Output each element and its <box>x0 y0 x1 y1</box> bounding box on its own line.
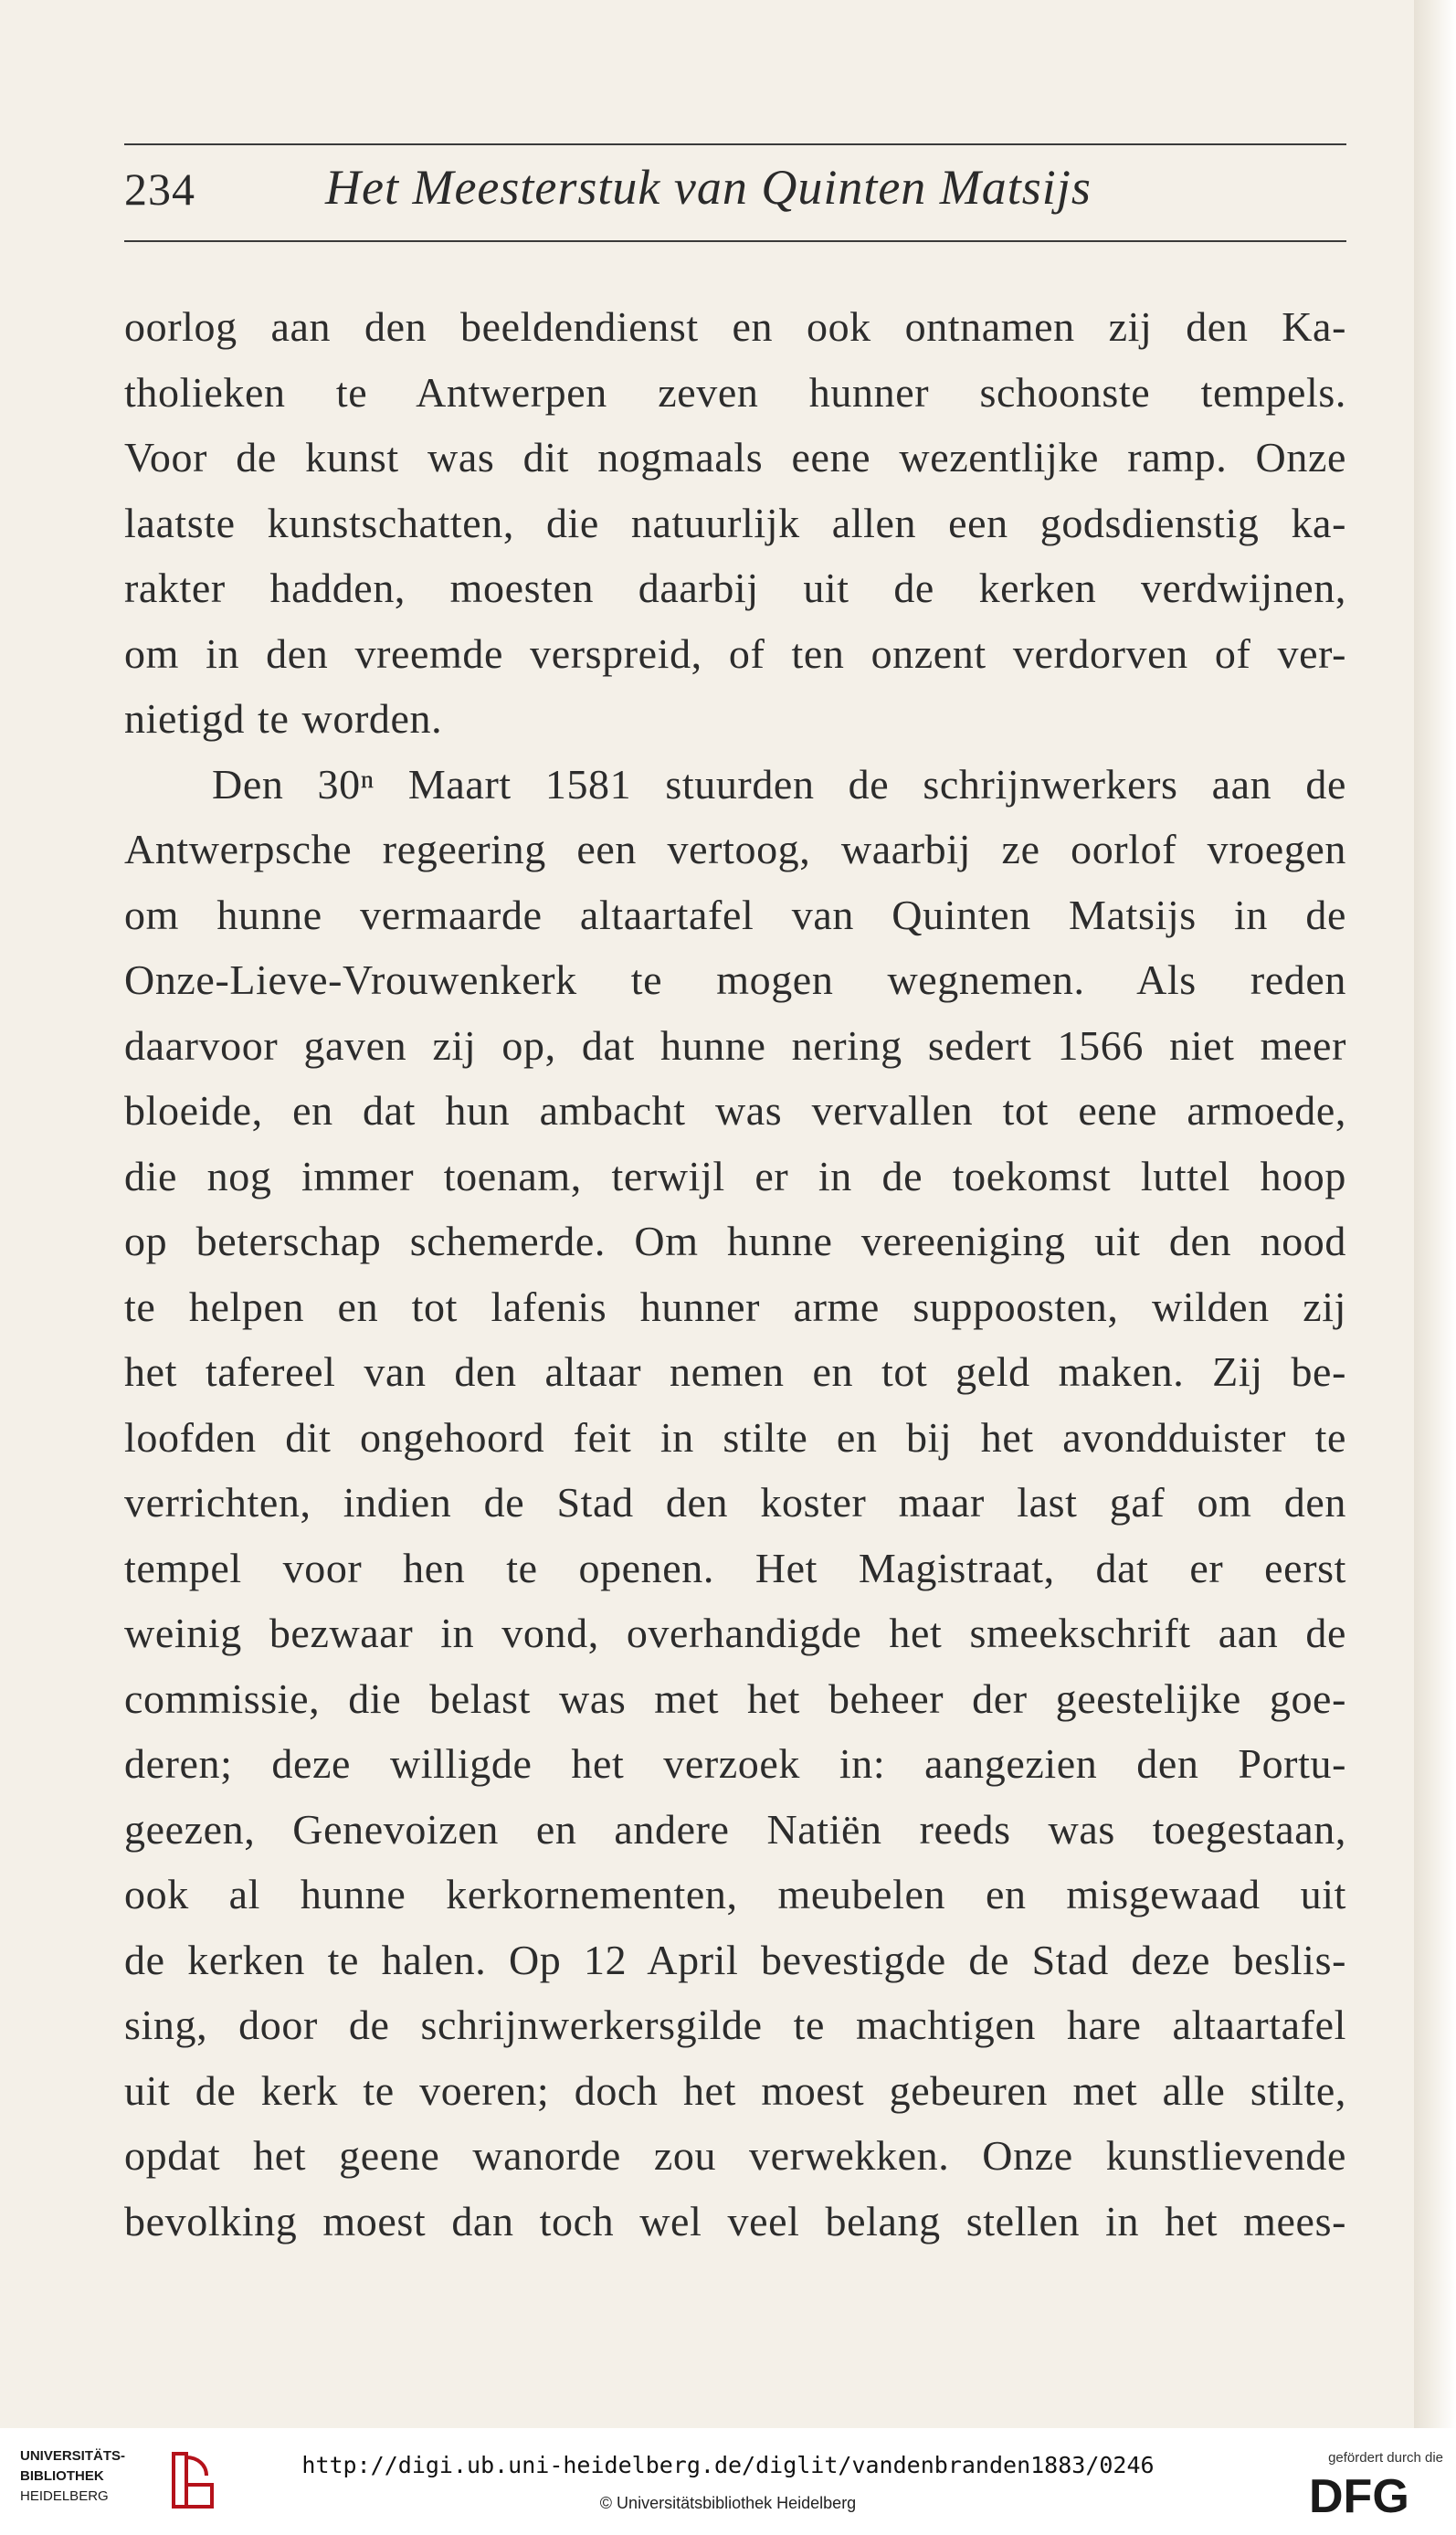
text-line: opdat het geene wanorde zou verwekken. Onze kunstlievende <box>124 2132 1346 2179</box>
page-edge <box>1414 0 1456 2428</box>
text-line: nietigd te worden. <box>124 695 443 742</box>
viewer-footer <box>0 2428 1456 2535</box>
permalink-url[interactable]: http://digi.ub.uni-heidelberg.de/diglit/vandenbranden1883/0246 <box>301 2452 1155 2478</box>
text-line: om in den vreemde verspreid, of ten onzent verdorven of ver- <box>124 629 1346 677</box>
text-line: te helpen en tot lafenis hunner arme suppoosten, wilden zij <box>124 1283 1346 1330</box>
text-line: daarvoor gaven zij op, dat hunne nering sedert 1566 niet meer <box>124 1021 1346 1069</box>
header-rule-bottom <box>124 240 1346 242</box>
text-line: bevolking moest dan toch wel veel belang stellen in het mees- <box>124 2197 1346 2245</box>
funder-block[interactable] <box>1292 2450 1443 2523</box>
text-line: op beterschap schemerde. Om hunne vereeniging uit den nood <box>124 1218 1346 1264</box>
text-line: tholieken te Antwerpen zeven hunner schoonste tempels. <box>124 368 1346 416</box>
funder-name: DFG <box>1309 2470 1409 2518</box>
text-line: laatste kunstschatten, die natuurlijk allen een godsdienstig ka- <box>124 499 1346 546</box>
funder-label: gefördert durch die <box>1328 2450 1443 2466</box>
text-line: oorlog aan den beeldendienst en ook ontnamen zij den Ka- <box>124 303 1346 350</box>
text-line: sing, door de schrijnwerkersgilde te machtigen hare altaartafel <box>124 2002 1346 2048</box>
dfg-logo-icon <box>1309 2470 1446 2518</box>
text-line: commissie, die belast was met het beheer der geestelijke goe- <box>124 1674 1346 1722</box>
running-title: Het Meesterstuk van Quinten Matsijs <box>325 160 1092 215</box>
text-line: rakter hadden, moesten daarbij uit de kerken verdwijnen, <box>124 565 1346 611</box>
running-head <box>124 155 1346 228</box>
text-line: weinig bezwaar in vond, overhandigde het smeekschrift aan de <box>124 1610 1346 1656</box>
text-line: loofden dit ongehoord feit in stilte en bij het avondduister te <box>124 1413 1346 1461</box>
text-line: tempel voor hen te openen. Het Magistraat, dat er eerst <box>124 1544 1346 1591</box>
text-line: die nog immer toenam, terwijl er in de toekomst luttel hoop <box>124 1152 1346 1199</box>
text-line: deren; deze willigde het verzoek in: aangezien den Portu- <box>124 1740 1346 1787</box>
text-line: bloeide, en dat hun ambacht was vervallen tot eene armoede, <box>124 1087 1346 1134</box>
library-name-line3: HEIDELBERG <box>20 2488 109 2504</box>
copyright-notice: © Universitätsbibliothek Heidelberg <box>599 2494 857 2512</box>
text-line: het tafereel van den altaar nemen en tot geld maken. Zij be- <box>124 1348 1346 1395</box>
text-line: geezen, Genevoizen en andere Natiën reeds was toegestaan, <box>124 1805 1346 1853</box>
page-number: 234 <box>124 164 195 215</box>
text-line: uit de kerk te voeren; doch het moest gebeuren met alle stilte, <box>124 2066 1346 2114</box>
body-text <box>124 294 1346 2254</box>
text-line: Den 30ⁿ Maart 1581 stuurden de schrijnwerkers aan de <box>212 760 1346 808</box>
header-rule-top <box>124 143 1346 145</box>
library-name-line1: UNIVERSITÄTS- <box>20 2448 126 2464</box>
text-line: verrichten, indien de Stad den koster maar last gaf om den <box>124 1479 1346 1526</box>
text-line: Onze-Lieve-Vrouwenkerk te mogen wegnemen. Als reden <box>124 956 1346 1003</box>
text-line: de kerken te halen. Op 12 April bevestigde de Stad deze beslis- <box>124 1936 1346 1983</box>
text-line: Antwerpsche regeering een vertoog, waarbij ze oorlof vroegen <box>124 826 1346 872</box>
library-name-line2: BIBLIOTHEK <box>20 2468 104 2484</box>
text-line: om hunne vermaarde altaartafel van Quinten Matsijs in de <box>124 891 1346 938</box>
text-line: Voor de kunst was dit nogmaals eene wezentlijke ramp. Onze <box>124 434 1346 481</box>
text-line: ook al hunne kerkornementen, meubelen en misgewaad uit <box>124 1871 1346 1917</box>
